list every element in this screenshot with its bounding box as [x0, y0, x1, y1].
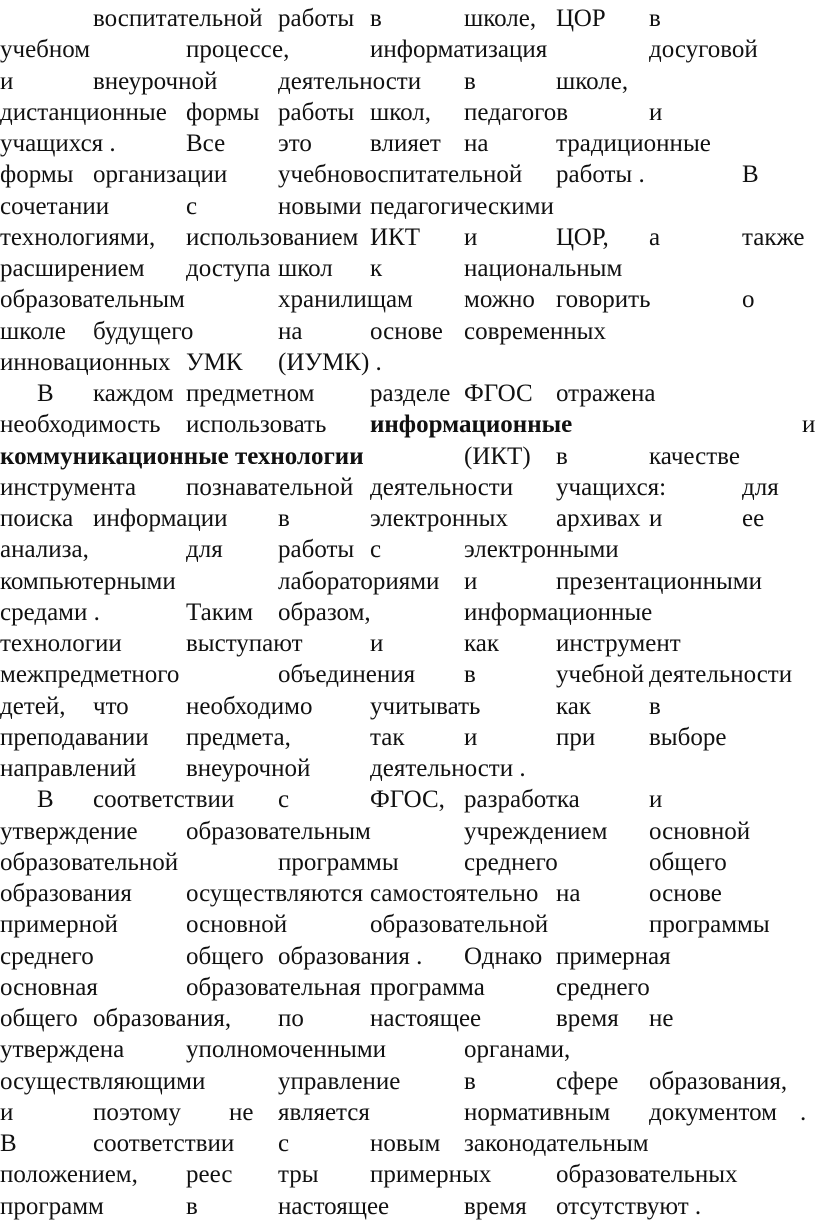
word: сфере: [556, 1067, 619, 1095]
word: предмета,: [186, 723, 291, 751]
word: внеурочной: [186, 755, 311, 782]
word: утверждена: [0, 1036, 125, 1064]
word: образовательных: [556, 1161, 738, 1189]
word: в: [649, 692, 661, 720]
word: с: [186, 192, 198, 220]
word: и: [464, 223, 478, 251]
word: технологии: [0, 630, 122, 657]
word: деятельности: [278, 67, 422, 95]
word: программа: [370, 973, 485, 1001]
word: деятельности: [370, 473, 514, 501]
word: педагогическими: [370, 192, 554, 220]
word: и: [649, 98, 663, 126]
word: в: [649, 5, 661, 32]
word: программы: [649, 911, 770, 939]
word: соответствии: [93, 1130, 235, 1157]
text-line: [0, 1159, 816, 1190]
word: документом: [649, 1098, 777, 1126]
word: сочетании: [0, 192, 110, 220]
word: направлений: [0, 755, 137, 782]
word: инструмент: [556, 630, 681, 657]
word: педагогов: [464, 98, 569, 126]
word: как: [556, 692, 592, 720]
word: презентационными: [556, 567, 762, 595]
text-line: [0, 753, 816, 784]
word: современных: [464, 317, 606, 345]
word: для: [186, 536, 223, 564]
word: к: [370, 255, 383, 282]
word: формы: [0, 161, 74, 189]
text-line: [0, 847, 816, 878]
word: не: [229, 1098, 254, 1126]
word: разработка: [464, 786, 580, 814]
word: средами .: [0, 598, 100, 626]
text-line: [0, 972, 816, 1003]
word: учебной: [556, 661, 645, 689]
word: уполномоченными: [186, 1036, 387, 1064]
word: (ИУМК) .: [278, 348, 382, 376]
word: деятельности: [649, 661, 793, 689]
word: работы: [278, 98, 355, 126]
word: использованием: [186, 223, 359, 251]
word: школе,: [556, 67, 629, 95]
word: среднего: [556, 973, 650, 1001]
word: .: [800, 1098, 807, 1126]
word: отражена: [556, 380, 656, 407]
word: технологиями,: [0, 223, 156, 251]
word: объединения: [278, 661, 416, 689]
word: учебновоспитательной: [278, 161, 523, 189]
word: и: [649, 786, 663, 814]
word: общего: [649, 848, 727, 876]
word: основная: [0, 973, 98, 1001]
word: детей,: [0, 692, 66, 720]
word: внеурочной: [93, 67, 218, 95]
text-line: [0, 409, 816, 440]
word: и: [802, 411, 816, 439]
word: УМК: [186, 348, 243, 376]
text-line: [0, 1003, 816, 1034]
text-line: [0, 566, 816, 597]
word: образовательным: [0, 286, 185, 314]
word: образования: [0, 880, 132, 907]
word: в: [556, 442, 568, 470]
word: преподавании: [0, 723, 149, 751]
word: время: [464, 1192, 527, 1220]
word: деятельности .: [370, 755, 526, 782]
word: отсутствуют .: [556, 1192, 702, 1220]
word: в: [464, 661, 476, 689]
text-line: [0, 1128, 816, 1159]
word: выборе: [649, 723, 727, 751]
word: о: [742, 286, 755, 314]
text-line: [0, 347, 816, 378]
word: будущего: [93, 317, 194, 345]
word: работы: [278, 536, 355, 564]
word: воспитательной: [93, 5, 263, 32]
word: необходимость: [0, 411, 161, 439]
word: В: [37, 786, 54, 814]
word: по: [278, 1005, 304, 1032]
text-line: [0, 1097, 816, 1128]
word: предметном: [186, 380, 315, 407]
word: можно: [464, 286, 535, 314]
word: образовательной: [0, 848, 179, 876]
text-line: [0, 722, 816, 753]
word: в: [370, 5, 382, 32]
word: говорить: [556, 286, 651, 314]
word: работы: [278, 5, 355, 32]
word: что: [93, 692, 129, 720]
word: электронными: [464, 536, 619, 564]
text-line: [0, 441, 816, 472]
word: познавательной: [186, 473, 354, 501]
word: примерных: [370, 1161, 492, 1189]
text-line: [0, 97, 816, 128]
text-line: [0, 66, 816, 97]
word: хранилищам: [278, 286, 413, 314]
word: ее: [742, 505, 765, 532]
word: в: [186, 1192, 198, 1220]
word: учебном: [0, 36, 91, 64]
word: школ,: [370, 98, 432, 126]
word: основной: [186, 911, 288, 939]
word: Однако: [464, 942, 543, 970]
word: примерной: [0, 911, 118, 939]
word: и: [0, 67, 14, 95]
word: в: [464, 1067, 476, 1095]
word: программы: [278, 848, 399, 876]
word: с: [370, 536, 382, 564]
word: поэтому: [93, 1098, 181, 1126]
bold-term: информационные: [370, 411, 573, 439]
word: самостоятельно: [370, 880, 539, 907]
word: Таким: [186, 598, 254, 626]
word: на: [556, 880, 581, 907]
word: необходимо: [186, 692, 313, 720]
word: среднего: [0, 942, 94, 970]
text-line: [0, 909, 816, 940]
word: для: [742, 473, 779, 501]
text-line: [0, 472, 816, 503]
word: образования,: [93, 1005, 232, 1032]
word: органами,: [464, 1036, 571, 1064]
text-line: [0, 628, 816, 659]
word: в: [464, 67, 476, 95]
word: расширением: [0, 255, 145, 282]
word: также: [742, 223, 805, 251]
text-line: [0, 691, 816, 722]
text-line: [0, 784, 816, 815]
word: доступа: [186, 255, 271, 282]
word: образовательной: [370, 911, 549, 939]
word: работы .: [556, 161, 645, 189]
bold-term: коммуникационные технологии: [0, 442, 364, 470]
word: реес: [186, 1161, 233, 1189]
word: с: [278, 1130, 290, 1157]
word: национальным: [464, 255, 623, 282]
word: учащихся .: [0, 130, 116, 157]
word: при: [556, 723, 596, 751]
word: примерная: [556, 942, 671, 970]
word: и: [649, 505, 663, 532]
word: утверждение: [0, 817, 138, 845]
word: образовательная: [186, 973, 361, 1001]
word: и: [464, 723, 478, 751]
word: законодательным: [464, 1130, 649, 1157]
word: настоящее: [370, 1005, 482, 1032]
word: настоящее: [278, 1192, 390, 1220]
word: ЦОР,: [556, 223, 609, 251]
word: инструмента: [0, 473, 137, 501]
word: на: [464, 130, 489, 157]
text-line: [0, 159, 816, 190]
word: образования,: [649, 1067, 788, 1095]
word: новыми: [278, 192, 362, 220]
word: программ: [0, 1192, 104, 1220]
word: образом,: [278, 598, 371, 626]
word: учитывать: [370, 692, 481, 720]
word: тры: [278, 1161, 319, 1189]
word: время: [556, 1005, 619, 1032]
word: в: [278, 505, 290, 532]
word: В: [742, 161, 759, 189]
word: информации: [93, 505, 228, 532]
word: электронных: [370, 505, 508, 532]
word: положением,: [0, 1161, 138, 1189]
text-line: [0, 941, 816, 972]
word: на: [278, 317, 303, 345]
word: так: [370, 723, 405, 751]
text-line: [0, 378, 816, 409]
text-line: [0, 597, 816, 628]
word: ИКТ: [370, 223, 420, 251]
word: и: [370, 630, 384, 657]
word: общего: [0, 1005, 78, 1032]
word: компьютерными: [0, 567, 176, 595]
text-line: [0, 222, 816, 253]
word: и: [0, 1098, 14, 1126]
word: осуществляющими: [0, 1067, 206, 1095]
word: образовательным: [186, 817, 371, 845]
word: с: [278, 786, 290, 814]
word: учащихся:: [556, 473, 667, 501]
word: и: [464, 567, 478, 595]
text-line: [0, 34, 816, 65]
text-line: [0, 191, 816, 222]
text-line: [0, 1191, 816, 1222]
word: досуговой: [649, 36, 758, 64]
text-line: [0, 878, 816, 909]
text-line: [0, 503, 816, 534]
word: является: [278, 1098, 370, 1126]
word: В: [37, 380, 54, 407]
text-line: [0, 1066, 816, 1097]
word: процессе,: [186, 36, 290, 64]
word: нормативным: [464, 1098, 611, 1126]
word: дистанционные: [0, 98, 167, 126]
word: каждом: [93, 380, 174, 407]
word: школ: [278, 255, 333, 282]
word: новым: [370, 1130, 441, 1157]
word: формы: [186, 98, 260, 126]
word: архивах: [556, 505, 641, 532]
word: В: [0, 1130, 17, 1157]
word: поиска: [0, 505, 74, 532]
word: управление: [278, 1067, 401, 1095]
word: использовать: [186, 411, 327, 439]
word: соответствии: [93, 786, 235, 814]
word: информатизация: [370, 36, 548, 64]
text-line: [0, 316, 816, 347]
text-line: [0, 128, 816, 159]
word: ЦОР: [556, 5, 606, 32]
word: ФГОС: [464, 380, 533, 407]
word: основе: [649, 880, 722, 907]
word: анализа,: [0, 536, 89, 564]
word: не: [649, 1005, 674, 1032]
word: осуществляются: [186, 880, 364, 907]
word: организации: [93, 161, 228, 189]
word: межпредметного: [0, 661, 180, 689]
text-line: [0, 816, 816, 847]
word: это: [278, 130, 312, 157]
word: ФГОС,: [370, 786, 445, 814]
word: основе: [370, 317, 443, 345]
word: (ИКТ): [464, 442, 531, 470]
text-line: [0, 3, 816, 34]
word: основной: [649, 817, 751, 845]
text-line: [0, 534, 816, 565]
word: среднего: [464, 848, 558, 876]
word: общего: [186, 942, 264, 970]
text-line: [0, 1034, 816, 1065]
word: лабораториями: [278, 567, 440, 595]
text-line: [0, 284, 816, 315]
text-line: [0, 659, 816, 690]
word: школе: [0, 317, 66, 345]
word: школе,: [464, 5, 537, 32]
word: инновационных: [0, 348, 171, 376]
word: выступают: [186, 630, 303, 657]
word: качестве: [649, 442, 740, 470]
word: традиционные: [556, 130, 711, 157]
word: как: [464, 630, 500, 657]
word: информационные: [464, 598, 653, 626]
word: а: [649, 223, 661, 251]
text-line: [0, 253, 816, 284]
word: разделе: [370, 380, 451, 407]
word: Все: [186, 130, 226, 157]
word: образования .: [278, 942, 423, 970]
word: учреждением: [464, 817, 608, 845]
word: влияет: [370, 130, 441, 157]
